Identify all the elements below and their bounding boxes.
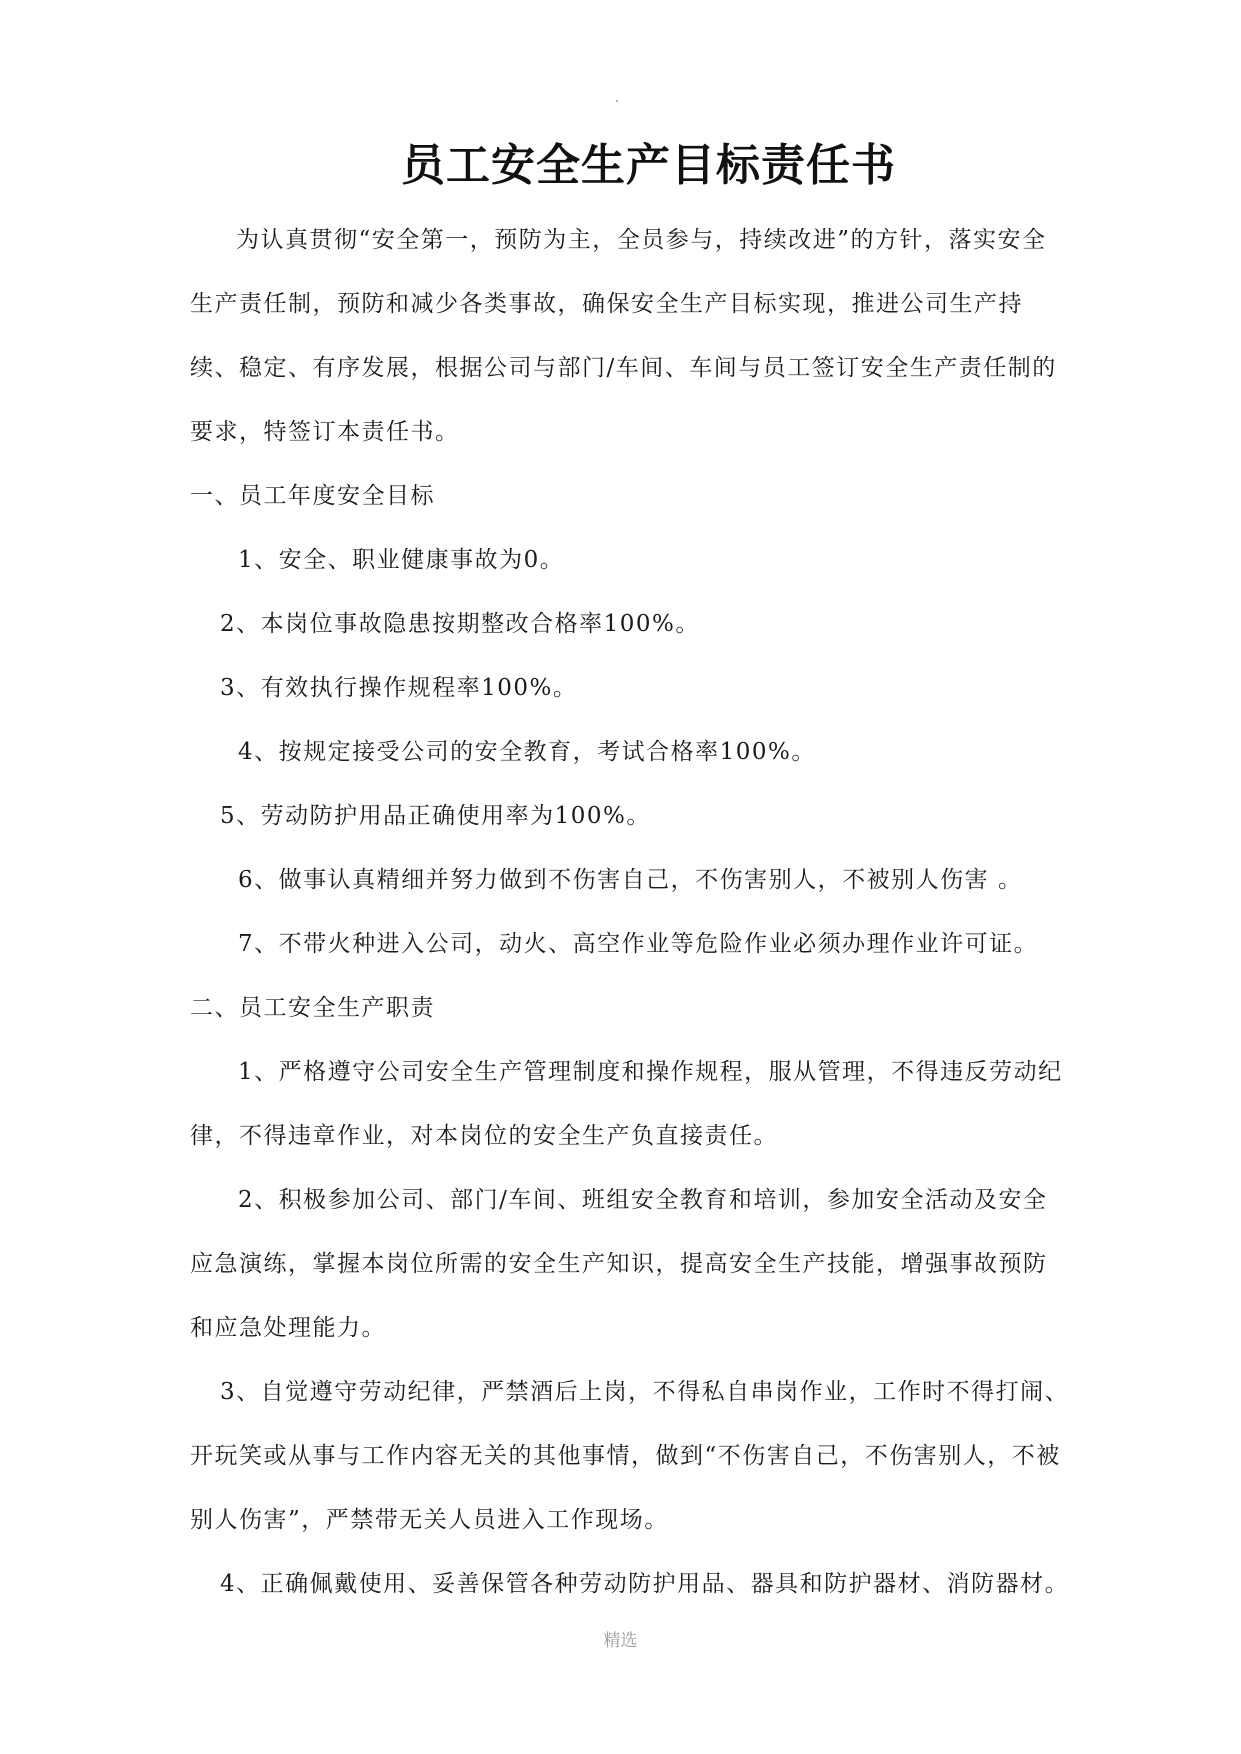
goal-item: 2、本岗位事故隐患按期整改合格率100%。 (220, 611, 700, 637)
page-title: 员工安全生产目标责任书 (401, 140, 896, 191)
duty-item: 4、正确佩戴使用、妥善保管各种劳动防护用品、器具和防护器材、消防器材。 (220, 1571, 1070, 1597)
section-heading-responsibilities: 二、员工安全生产职责 (190, 995, 435, 1021)
page-footer: 精选 (603, 1631, 638, 1651)
page-mark-dot (616, 100, 618, 102)
goal-item: 4、按规定接受公司的安全教育，考试合格率100%。 (238, 739, 816, 765)
section-heading-annual-goals: 一、员工年度安全目标 (190, 483, 435, 509)
goal-item: 7、不带火种进入公司，动火、高空作业等危险作业必须办理作业许可证。 (238, 931, 1039, 957)
goal-item: 3、有效执行操作规程率100%。 (220, 675, 578, 701)
document-body (190, 208, 1070, 1616)
goal-item: 5、劳动防护用品正确使用率为100%。 (220, 803, 651, 829)
goal-item: 6、做事认真精细并努力做到不伤害自己，不伤害别人，不被别人伤害 。 (238, 867, 1023, 893)
duty-item: 3、自觉遵守劳动纪律，严禁酒后上岗，不得私自串岗作业，工作时不得打闹、开玩笑或从事与工作内容无关的其他事情，做到“不伤害自己，不伤害别人，不被别人伤害”，严禁带无关人员进入工作现场。 (190, 1379, 1070, 1533)
intro-paragraph: 为认真贯彻“安全第一，预防为主，全员参与，持续改进”的方针，落实安全生产责任制，预防和减少各类事故，确保安全生产目标实现，推进公司生产持续、稳定、有序发展，根据公司与部门/车间、车间与员工签订安全生产责任制的要求，特签订本责任书。 (190, 227, 1057, 445)
duty-item: 1、严格遵守公司安全生产管理制度和操作规程，服从管理，不得违反劳动纪律，不得违章作业，对本岗位的安全生产负直接责任。 (190, 1059, 1063, 1149)
goal-item: 1、安全、职业健康事故为0。 (238, 547, 565, 573)
duty-item: 2、积极参加公司、部门/车间、班组安全教育和培训，参加安全活动及安全应急演练，掌握本岗位所需的安全生产知识，提高安全生产技能，增强事故预防和应急处理能力。 (190, 1187, 1048, 1341)
